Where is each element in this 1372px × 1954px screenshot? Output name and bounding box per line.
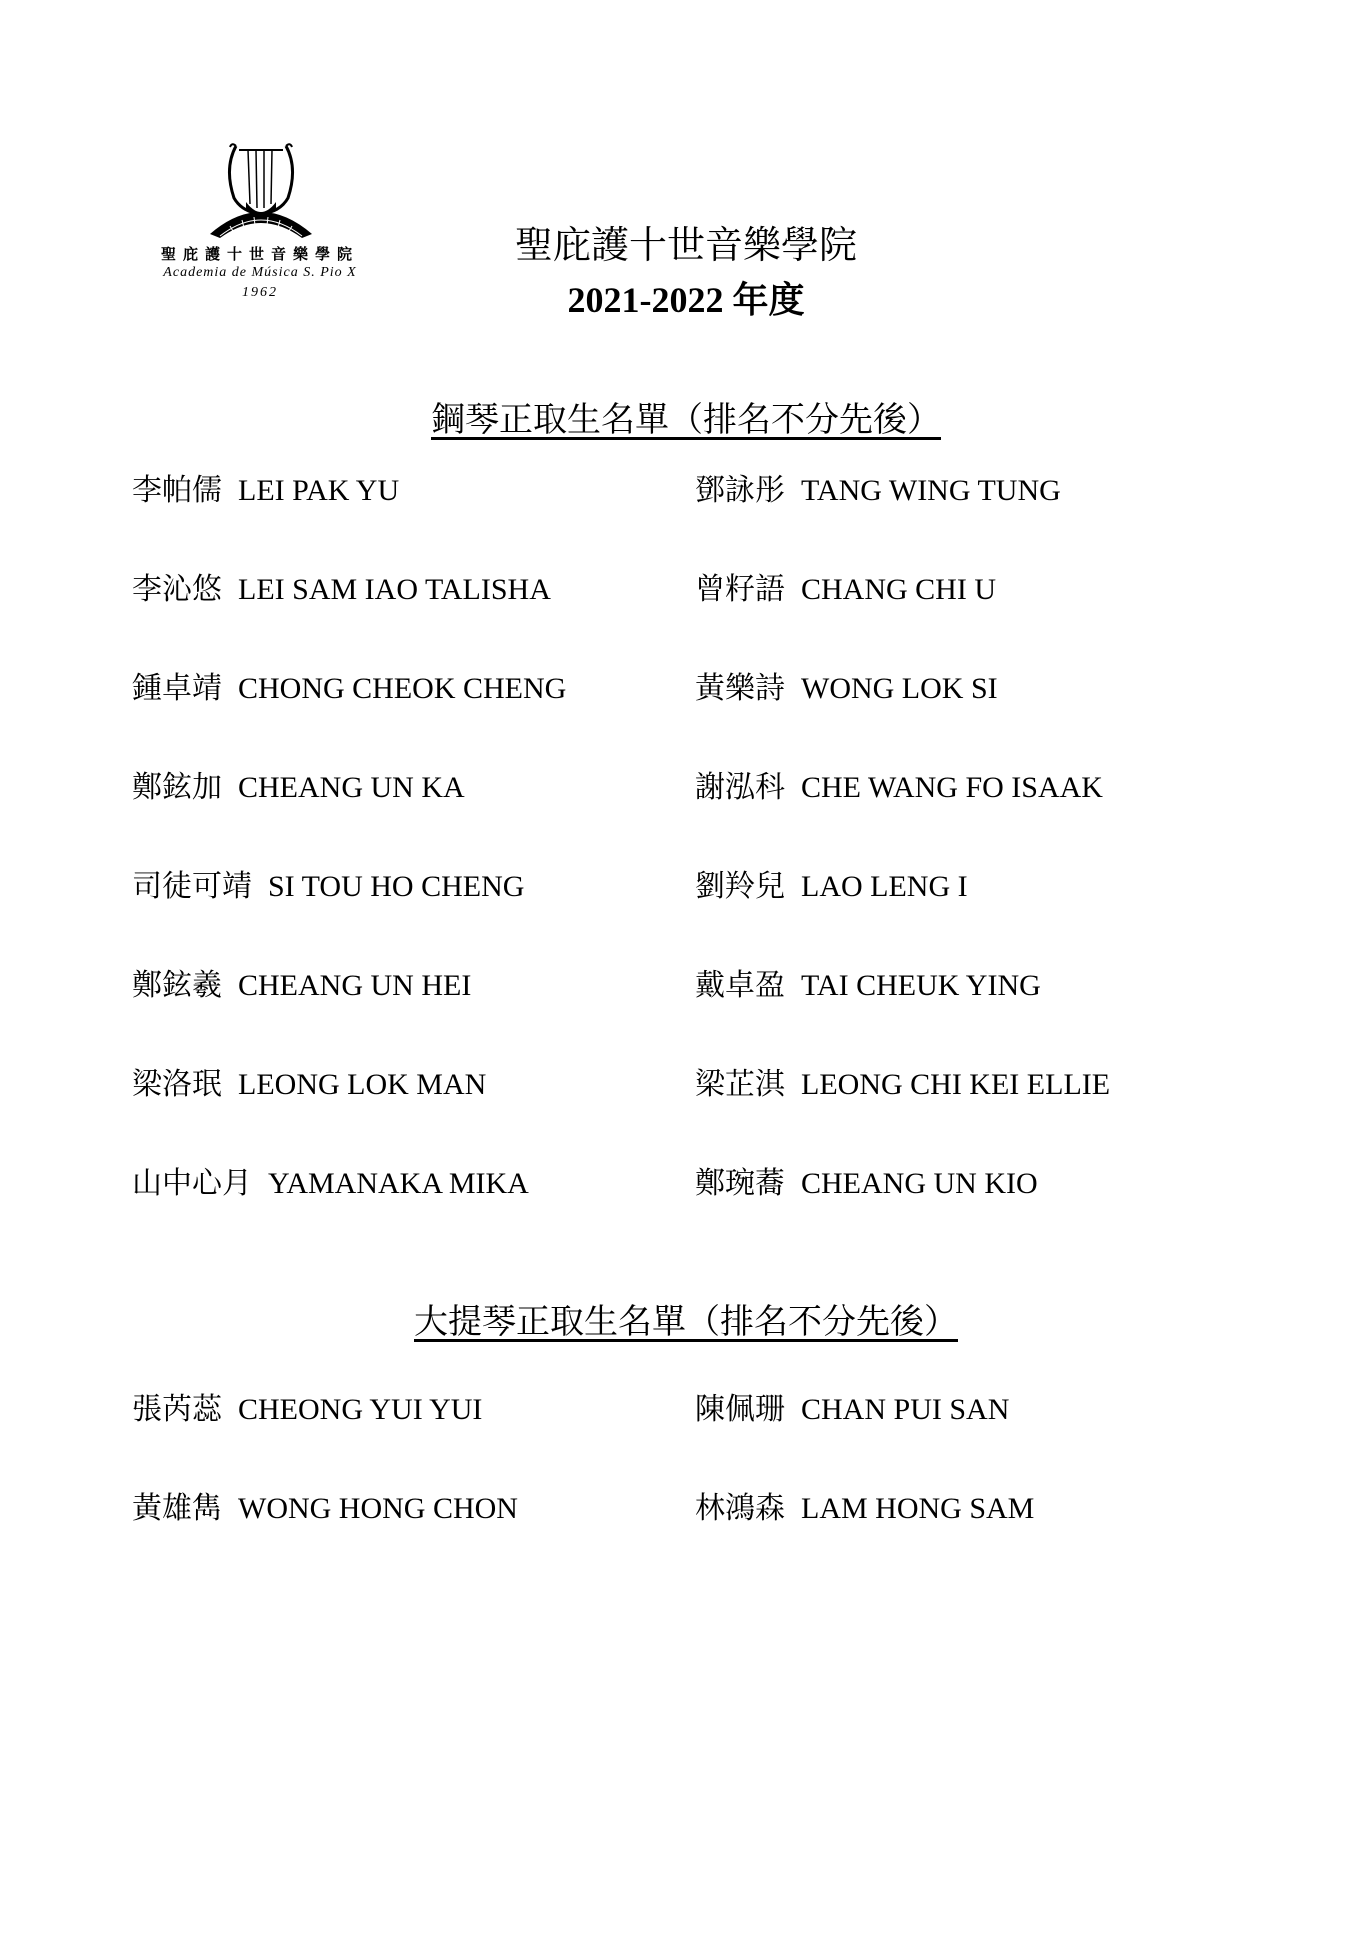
student-name-english: CHONG CHEOK CHENG <box>238 672 567 705</box>
student-name-english: LEI SAM IAO TALISHA <box>238 573 551 606</box>
list-item <box>132 960 471 1004</box>
list-item <box>132 762 465 806</box>
student-name-english: LEONG LOK MAN <box>238 1068 487 1101</box>
student-name-chinese: 劉羚兒 <box>695 870 785 903</box>
cello-section-heading-text: 大提琴正取生名單（排名不分先後） <box>414 1304 958 1341</box>
student-name-english: LEONG CHI KEI ELLIE <box>801 1068 1111 1101</box>
list-item <box>695 762 1103 806</box>
academic-year: 2021-2022 年度 <box>567 280 805 320</box>
logo-founding-year: 1962 <box>242 285 278 300</box>
list-item <box>695 1059 1110 1103</box>
list-item <box>132 1384 482 1428</box>
list-item <box>695 861 968 905</box>
student-name-chinese: 林鴻森 <box>695 1492 785 1525</box>
student-name-english: LAO LENG I <box>801 870 968 903</box>
student-name-english: YAMANAKA MIKA <box>268 1167 529 1200</box>
student-name-chinese: 山中心月 <box>132 1167 252 1200</box>
document-title: 聖庇護十世音樂學院 <box>514 225 857 267</box>
list-item <box>695 564 996 608</box>
list-item <box>695 1158 1038 1202</box>
list-item <box>695 1384 1009 1428</box>
logo-name-portuguese: Academia de Música S. Pio X <box>163 265 357 280</box>
student-name-english: CHEANG UN KA <box>238 771 465 804</box>
student-name-chinese: 李帕儒 <box>132 474 222 507</box>
student-name-chinese: 司徒可靖 <box>132 870 252 903</box>
student-name-chinese: 鍾卓靖 <box>132 672 222 705</box>
student-name-english: CHEANG UN KIO <box>801 1167 1038 1200</box>
list-item <box>132 1059 486 1103</box>
student-name-chinese: 梁芷淇 <box>695 1068 785 1101</box>
student-name-chinese: 梁洛珉 <box>132 1068 222 1101</box>
student-name-english: CHAN PUI SAN <box>801 1393 1010 1426</box>
student-name-english: LEI PAK YU <box>238 474 400 507</box>
list-item <box>695 960 1041 1004</box>
piano-section-heading-text: 鋼琴正取生名單（排名不分先後） <box>431 402 941 439</box>
list-item <box>132 663 566 707</box>
list-item <box>695 465 1061 509</box>
list-item <box>132 1158 529 1202</box>
logo-name-chinese: 聖庇護十世音樂學院 <box>160 247 359 263</box>
list-item <box>695 663 998 707</box>
student-name-chinese: 李沁悠 <box>132 573 222 606</box>
list-item <box>695 1483 1034 1527</box>
student-name-chinese: 張芮蕊 <box>132 1393 222 1426</box>
student-name-chinese: 陳佩珊 <box>695 1393 785 1426</box>
cello-section-heading <box>0 1294 1372 1343</box>
student-name-english: CHE WANG FO ISAAK <box>801 771 1103 804</box>
list-item <box>132 465 399 509</box>
student-name-chinese: 謝泓科 <box>695 771 785 804</box>
student-name-english: WONG LOK SI <box>801 672 998 705</box>
student-name-english: CHEANG UN HEI <box>238 969 472 1002</box>
list-item <box>132 564 551 608</box>
student-name-chinese: 鄭鉉羲 <box>132 969 222 1002</box>
student-name-english: TAI CHEUK YING <box>801 969 1041 1002</box>
student-name-chinese: 戴卓盈 <box>695 969 785 1002</box>
student-name-english: CHANG CHI U <box>801 573 996 606</box>
piano-section-heading <box>0 392 1372 441</box>
student-name-chinese: 鄭琬蕎 <box>695 1167 785 1200</box>
student-name-chinese: 鄧詠彤 <box>695 474 785 507</box>
student-name-chinese: 黃雄雋 <box>132 1492 222 1525</box>
student-name-english: TANG WING TUNG <box>801 474 1061 507</box>
student-name-english: WONG HONG CHON <box>238 1492 518 1525</box>
student-name-english: CHEONG YUI YUI <box>238 1393 483 1426</box>
student-name-chinese: 曾籽語 <box>695 573 785 606</box>
list-item <box>132 1483 518 1527</box>
student-name-english: SI TOU HO CHENG <box>268 870 525 903</box>
student-name-english: LAM HONG SAM <box>801 1492 1035 1525</box>
list-item <box>132 861 524 905</box>
student-name-chinese: 鄭鉉加 <box>132 771 222 804</box>
student-name-chinese: 黃樂詩 <box>695 672 785 705</box>
